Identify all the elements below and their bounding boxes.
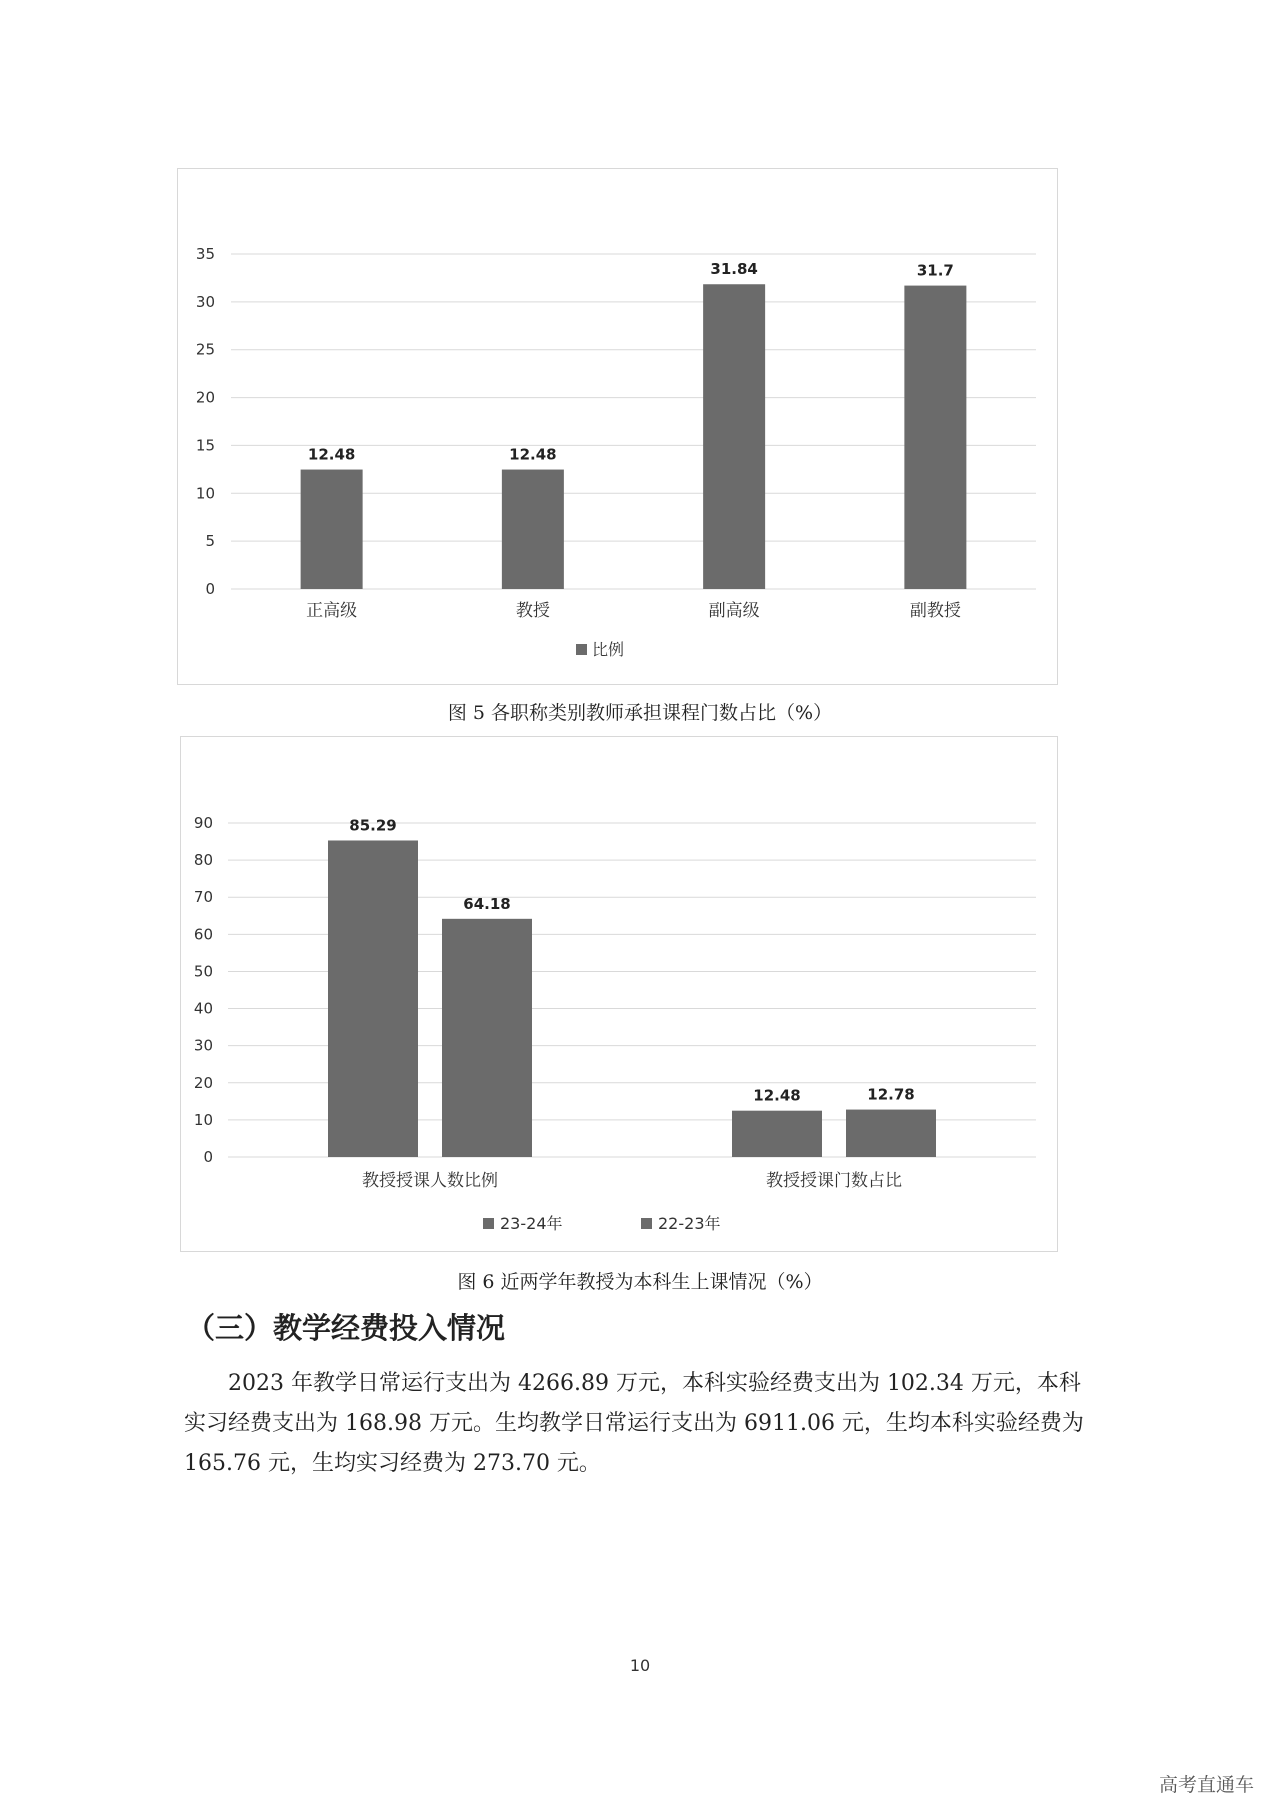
page-number: 10 — [629, 1656, 651, 1675]
bar — [846, 1110, 936, 1157]
bar — [904, 286, 966, 589]
data-label: 31.7 — [916, 261, 954, 280]
watermark: 高考直通车 — [1158, 1774, 1254, 1796]
y-tick-label: 20 — [193, 1073, 213, 1092]
figure5-chart — [177, 168, 1058, 685]
y-tick-label: 25 — [195, 340, 215, 359]
legend-label: 22-23年 — [658, 1214, 721, 1233]
y-tick-label: 0 — [205, 580, 215, 598]
y-tick-label: 80 — [193, 851, 213, 870]
body-paragraph: 2023 年教学日常运行支出为 4266.89 万元，本科实验经费支出为 102.34 万元，本科实习经费支出为 168.98 万元。生均教学日常运行支出为 6911.06 元，生均本科实验经费为 165.76 元，生均实习经费为 273.70 元。 — [184, 1371, 1084, 1476]
bar — [442, 919, 532, 1157]
bar — [732, 1111, 822, 1157]
data-label: 12.48 — [753, 1086, 801, 1105]
legend-label: 比例 — [592, 640, 625, 659]
figure6-svg — [181, 737, 1057, 1251]
y-tick-label: 50 — [193, 962, 213, 981]
data-label: 31.84 — [710, 260, 758, 279]
y-tick-label: 30 — [193, 1036, 213, 1055]
x-category-label: 教授授课门数占比 — [766, 1171, 902, 1191]
data-label: 12.48 — [509, 445, 557, 464]
y-tick-label: 10 — [195, 484, 215, 503]
y-tick-label: 70 — [193, 888, 213, 907]
data-label: 64.18 — [463, 894, 511, 913]
data-label: 85.29 — [349, 816, 397, 835]
bar — [328, 840, 418, 1157]
x-category-label: 正高级 — [306, 601, 358, 621]
bar — [703, 284, 765, 589]
data-label: 12.48 — [307, 445, 356, 464]
figure6-chart — [180, 736, 1058, 1252]
figure6-caption: 图 6 近两学年教授为本科生上课情况（%） — [457, 1271, 823, 1293]
x-category-label: 副教授 — [909, 601, 961, 621]
section-heading: （三）教学经费投入情况 — [186, 1311, 506, 1345]
y-tick-label: 60 — [193, 925, 213, 944]
y-tick-label: 40 — [193, 999, 213, 1018]
legend-swatch — [576, 644, 587, 655]
x-category-label: 教授授课人数比例 — [362, 1171, 498, 1191]
data-label: 12.78 — [867, 1085, 915, 1104]
x-category-label: 教授 — [515, 601, 550, 621]
legend-swatch — [641, 1218, 652, 1229]
y-tick-label: 5 — [205, 532, 215, 551]
y-tick-label: 20 — [195, 388, 215, 407]
legend-label: 23-24年 — [500, 1214, 563, 1233]
bar — [301, 470, 363, 589]
y-tick-label: 15 — [195, 436, 215, 455]
y-tick-label: 30 — [195, 292, 215, 311]
y-tick-label: 0 — [203, 1148, 213, 1166]
figure5-svg — [178, 169, 1057, 684]
bar — [502, 470, 564, 589]
y-tick-label: 35 — [195, 245, 215, 263]
y-tick-label: 90 — [193, 814, 213, 832]
y-tick-label: 10 — [193, 1110, 213, 1129]
x-category-label: 副高级 — [708, 601, 760, 621]
figure5-caption: 图 5 各职称类别教师承担课程门数占比（%） — [447, 702, 833, 724]
legend-swatch — [483, 1218, 494, 1229]
